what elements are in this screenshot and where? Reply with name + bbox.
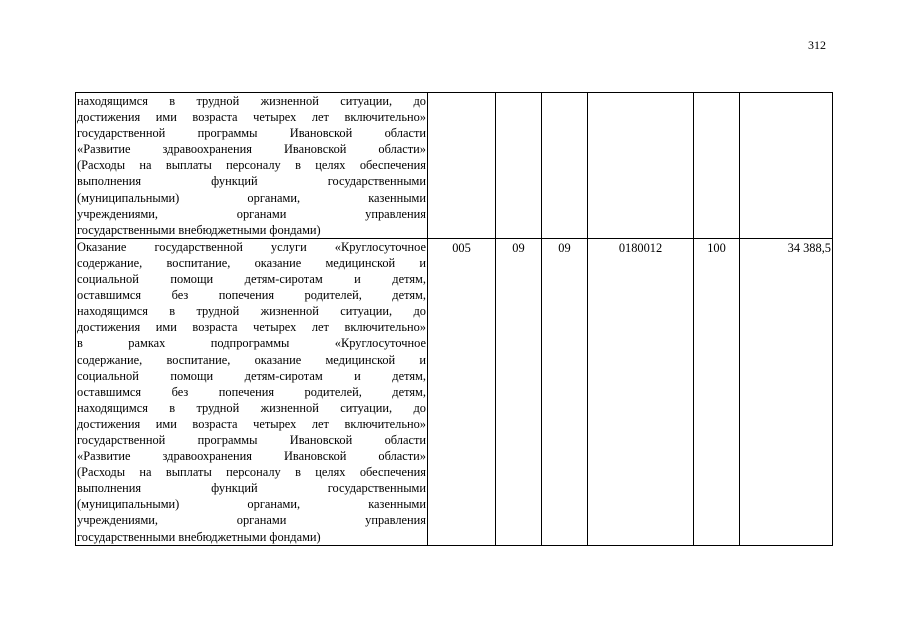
budget-table <box>75 92 833 546</box>
description-line: Оказание государственной услуги «Круглосуточное <box>77 239 426 254</box>
description-line: государственными внебюджетными фондами) <box>77 529 321 544</box>
description-line: «Развитие здравоохранения Ивановской области» <box>77 142 426 157</box>
table-row <box>76 238 833 545</box>
description-line: социальной помощи детям-сиротам и детям, <box>77 272 426 287</box>
target-article-cell <box>588 93 694 239</box>
expense-type-cell: 100 <box>694 238 740 545</box>
ministry-code-cell <box>428 93 496 239</box>
description-line: «Развитие здравоохранения Ивановской области» <box>77 449 426 464</box>
description-line: находящимся в трудной жизненной ситуации, до <box>77 94 426 108</box>
description-line: находящимся в трудной жизненной ситуации, до <box>77 400 426 415</box>
description-cell <box>76 238 428 545</box>
section-code-cell <box>496 93 542 239</box>
description-line: государственной программы Ивановской области <box>77 432 426 447</box>
description-line: государственной программы Ивановской области <box>77 126 426 141</box>
description-line: выполнения функций государственными <box>77 174 426 189</box>
section-code-cell: 09 <box>496 238 542 545</box>
description-line: достижения ими возраста четырех лет включительно» <box>77 320 426 335</box>
description-line: учреждениями, органами управления <box>77 206 426 221</box>
description-line: оставшимся без попечения родителей, детям, <box>77 288 426 303</box>
description-line: содержание, воспитание, оказание медицинской и <box>77 255 426 270</box>
description-line: содержание, воспитание, оказание медицинской и <box>77 352 426 367</box>
description-line: выполнения функций государственными <box>77 481 426 496</box>
subsection-code-cell: 09 <box>542 238 588 545</box>
description-line: оставшимся без попечения родителей, детям, <box>77 384 426 399</box>
ministry-code-cell: 005 <box>428 238 496 545</box>
table-row <box>76 93 833 239</box>
description-line: достижения ими возраста четырех лет включительно» <box>77 416 426 431</box>
subsection-code-cell <box>542 93 588 239</box>
description-line: находящимся в трудной жизненной ситуации, до <box>77 304 426 319</box>
description-line: достижения ими возраста четырех лет включительно» <box>77 110 426 125</box>
amount-cell: 34 388,5 <box>740 238 833 545</box>
description-line: (муниципальными) органами, казенными <box>77 190 426 205</box>
description-line: государственными внебюджетными фондами) <box>77 222 321 237</box>
expense-type-cell <box>694 93 740 239</box>
amount-cell <box>740 93 833 239</box>
description-line: учреждениями, органами управления <box>77 513 426 528</box>
target-article-cell: 0180012 <box>588 238 694 545</box>
description-line: (муниципальными) органами, казенными <box>77 497 426 512</box>
description-line: в рамках подпрограммы «Круглосуточное <box>77 336 426 351</box>
description-line: (Расходы на выплаты персоналу в целях обеспечения <box>77 465 426 480</box>
page-number: 312 <box>808 38 826 52</box>
description-line: (Расходы на выплаты персоналу в целях обеспечения <box>77 158 426 173</box>
description-cell <box>76 93 428 239</box>
description-line: социальной помощи детям-сиротам и детям, <box>77 368 426 383</box>
